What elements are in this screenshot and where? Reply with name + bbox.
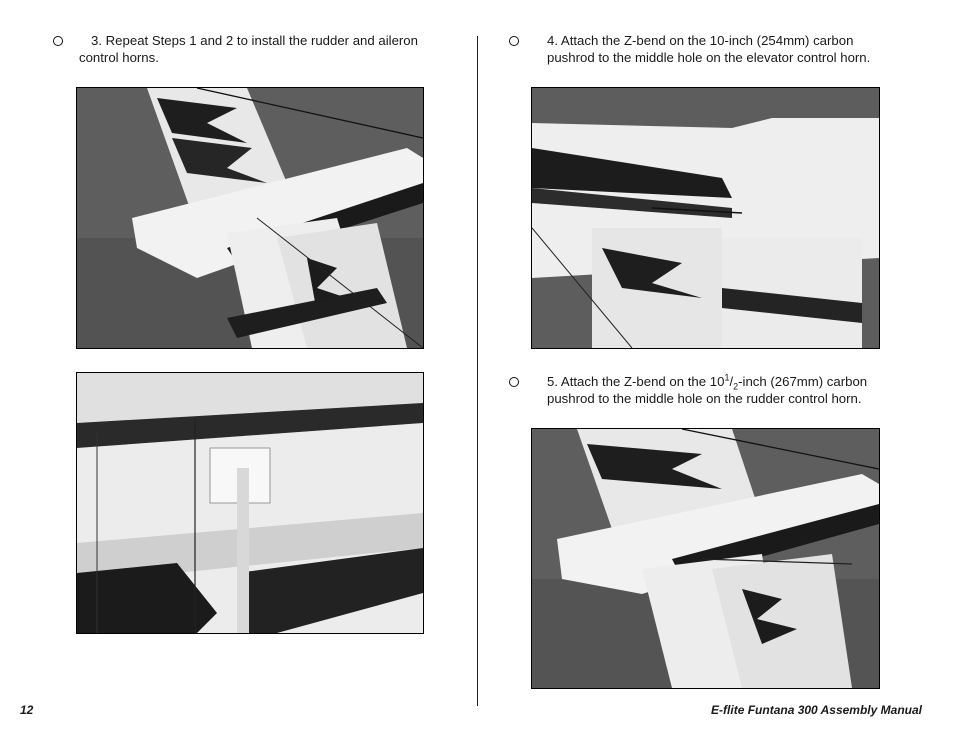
checkbox-circle-icon[interactable]: [509, 377, 519, 387]
photo-elevator-pushrod: [531, 87, 880, 349]
photo-tail-rudder-horn: [76, 87, 424, 349]
step-3-text: 3. Repeat Steps 1 and 2 to install the rudder and aileron control horns.: [79, 33, 418, 65]
checkbox-circle-icon[interactable]: [509, 36, 519, 46]
checkbox-circle-icon[interactable]: [53, 36, 63, 46]
step-5-text: 5. Attach the Z-bend on the $10^1/_2$-inch (267mm) carbon pushrod to the middle hole on the rudder control horn.: [547, 372, 868, 406]
manual-title: E-flite Funtana 300 Assembly Manual: [711, 703, 922, 717]
photo-control-horn-closeup: [76, 372, 424, 634]
column-divider: [477, 36, 478, 706]
photo-rudder-pushrod: [531, 428, 880, 689]
step-4-text: 4. Attach the Z-bend on the 10-inch (254mm) carbon pushrod to the middle hole on the elevator control horn.: [547, 33, 871, 65]
page-number: 12: [20, 703, 34, 717]
